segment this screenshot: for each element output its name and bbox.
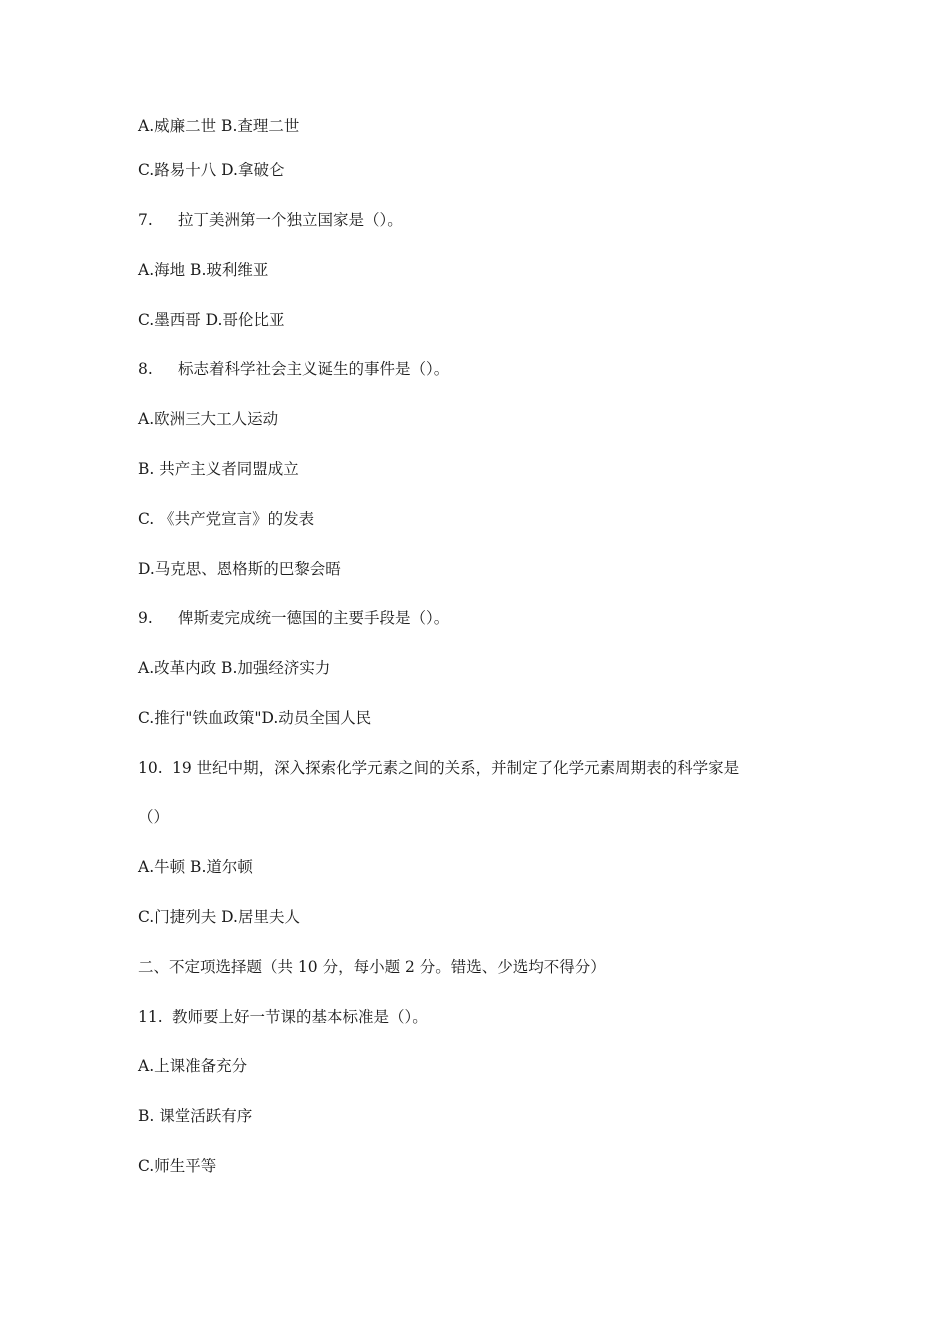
- option-q11-c: C.师生平等: [138, 1157, 217, 1175]
- question-number: 7.: [138, 211, 153, 229]
- question-11: [138, 1007, 428, 1027]
- option-line-q7-cd: C.墨西哥 D.哥伦比亚: [138, 311, 285, 329]
- option-line-q10-cd: C.门捷列夫 D.居里夫人: [138, 908, 300, 926]
- option-q11-b: B. 课堂活跃有序: [138, 1107, 253, 1125]
- option-q8-c: C. 《共产党宣言》的发表: [138, 510, 315, 528]
- option-q8-a: A.欧洲三大工人运动: [138, 410, 279, 428]
- question-number: 10.: [138, 759, 163, 777]
- question-number: 11.: [138, 1008, 163, 1026]
- question-9: [138, 608, 449, 628]
- option-line-q9-cd: C.推行"铁血政策"D.动员全国人民: [138, 709, 372, 727]
- question-text: 俾斯麦完成统一德国的主要手段是（）。: [178, 609, 450, 627]
- option-line-q10-ab: A.牛顿 B.道尔顿: [138, 858, 253, 876]
- question-10: [138, 758, 739, 778]
- option-q8-b: B. 共产主义者同盟成立: [138, 460, 299, 478]
- option-q8-d: D.马克思、恩格斯的巴黎会晤: [138, 560, 341, 578]
- question-7: [138, 210, 403, 230]
- option-line-q6-cd: C.路易十八 D.拿破仑: [138, 161, 285, 179]
- option-line-q9-ab: A.改革内政 B.加强经济实力: [138, 659, 331, 677]
- question-10-blank: （）: [138, 808, 170, 826]
- question-number: 8.: [138, 360, 153, 378]
- option-line-q7-ab: A.海地 B.玻利维亚: [138, 261, 269, 279]
- question-number: 9.: [138, 609, 153, 627]
- question-text: 教师要上好一节课的基本标准是（）。: [172, 1008, 428, 1026]
- option-line-q6-ab: A.威廉二世 B.查理二世: [138, 117, 300, 135]
- section-heading: 二、不定项选择题（共 10 分，每小题 2 分。错选、少选均不得分）: [138, 958, 606, 976]
- question-text: 拉丁美洲第一个独立国家是（）。: [178, 211, 403, 229]
- question-8: [138, 359, 449, 379]
- question-text: 19 世纪中期，深入探索化学元素之间的关系，并制定了化学元素周期表的科学家是: [172, 759, 740, 777]
- question-text: 标志着科学社会主义诞生的事件是（）。: [178, 360, 450, 378]
- option-q11-a: A.上课准备充分: [138, 1057, 248, 1075]
